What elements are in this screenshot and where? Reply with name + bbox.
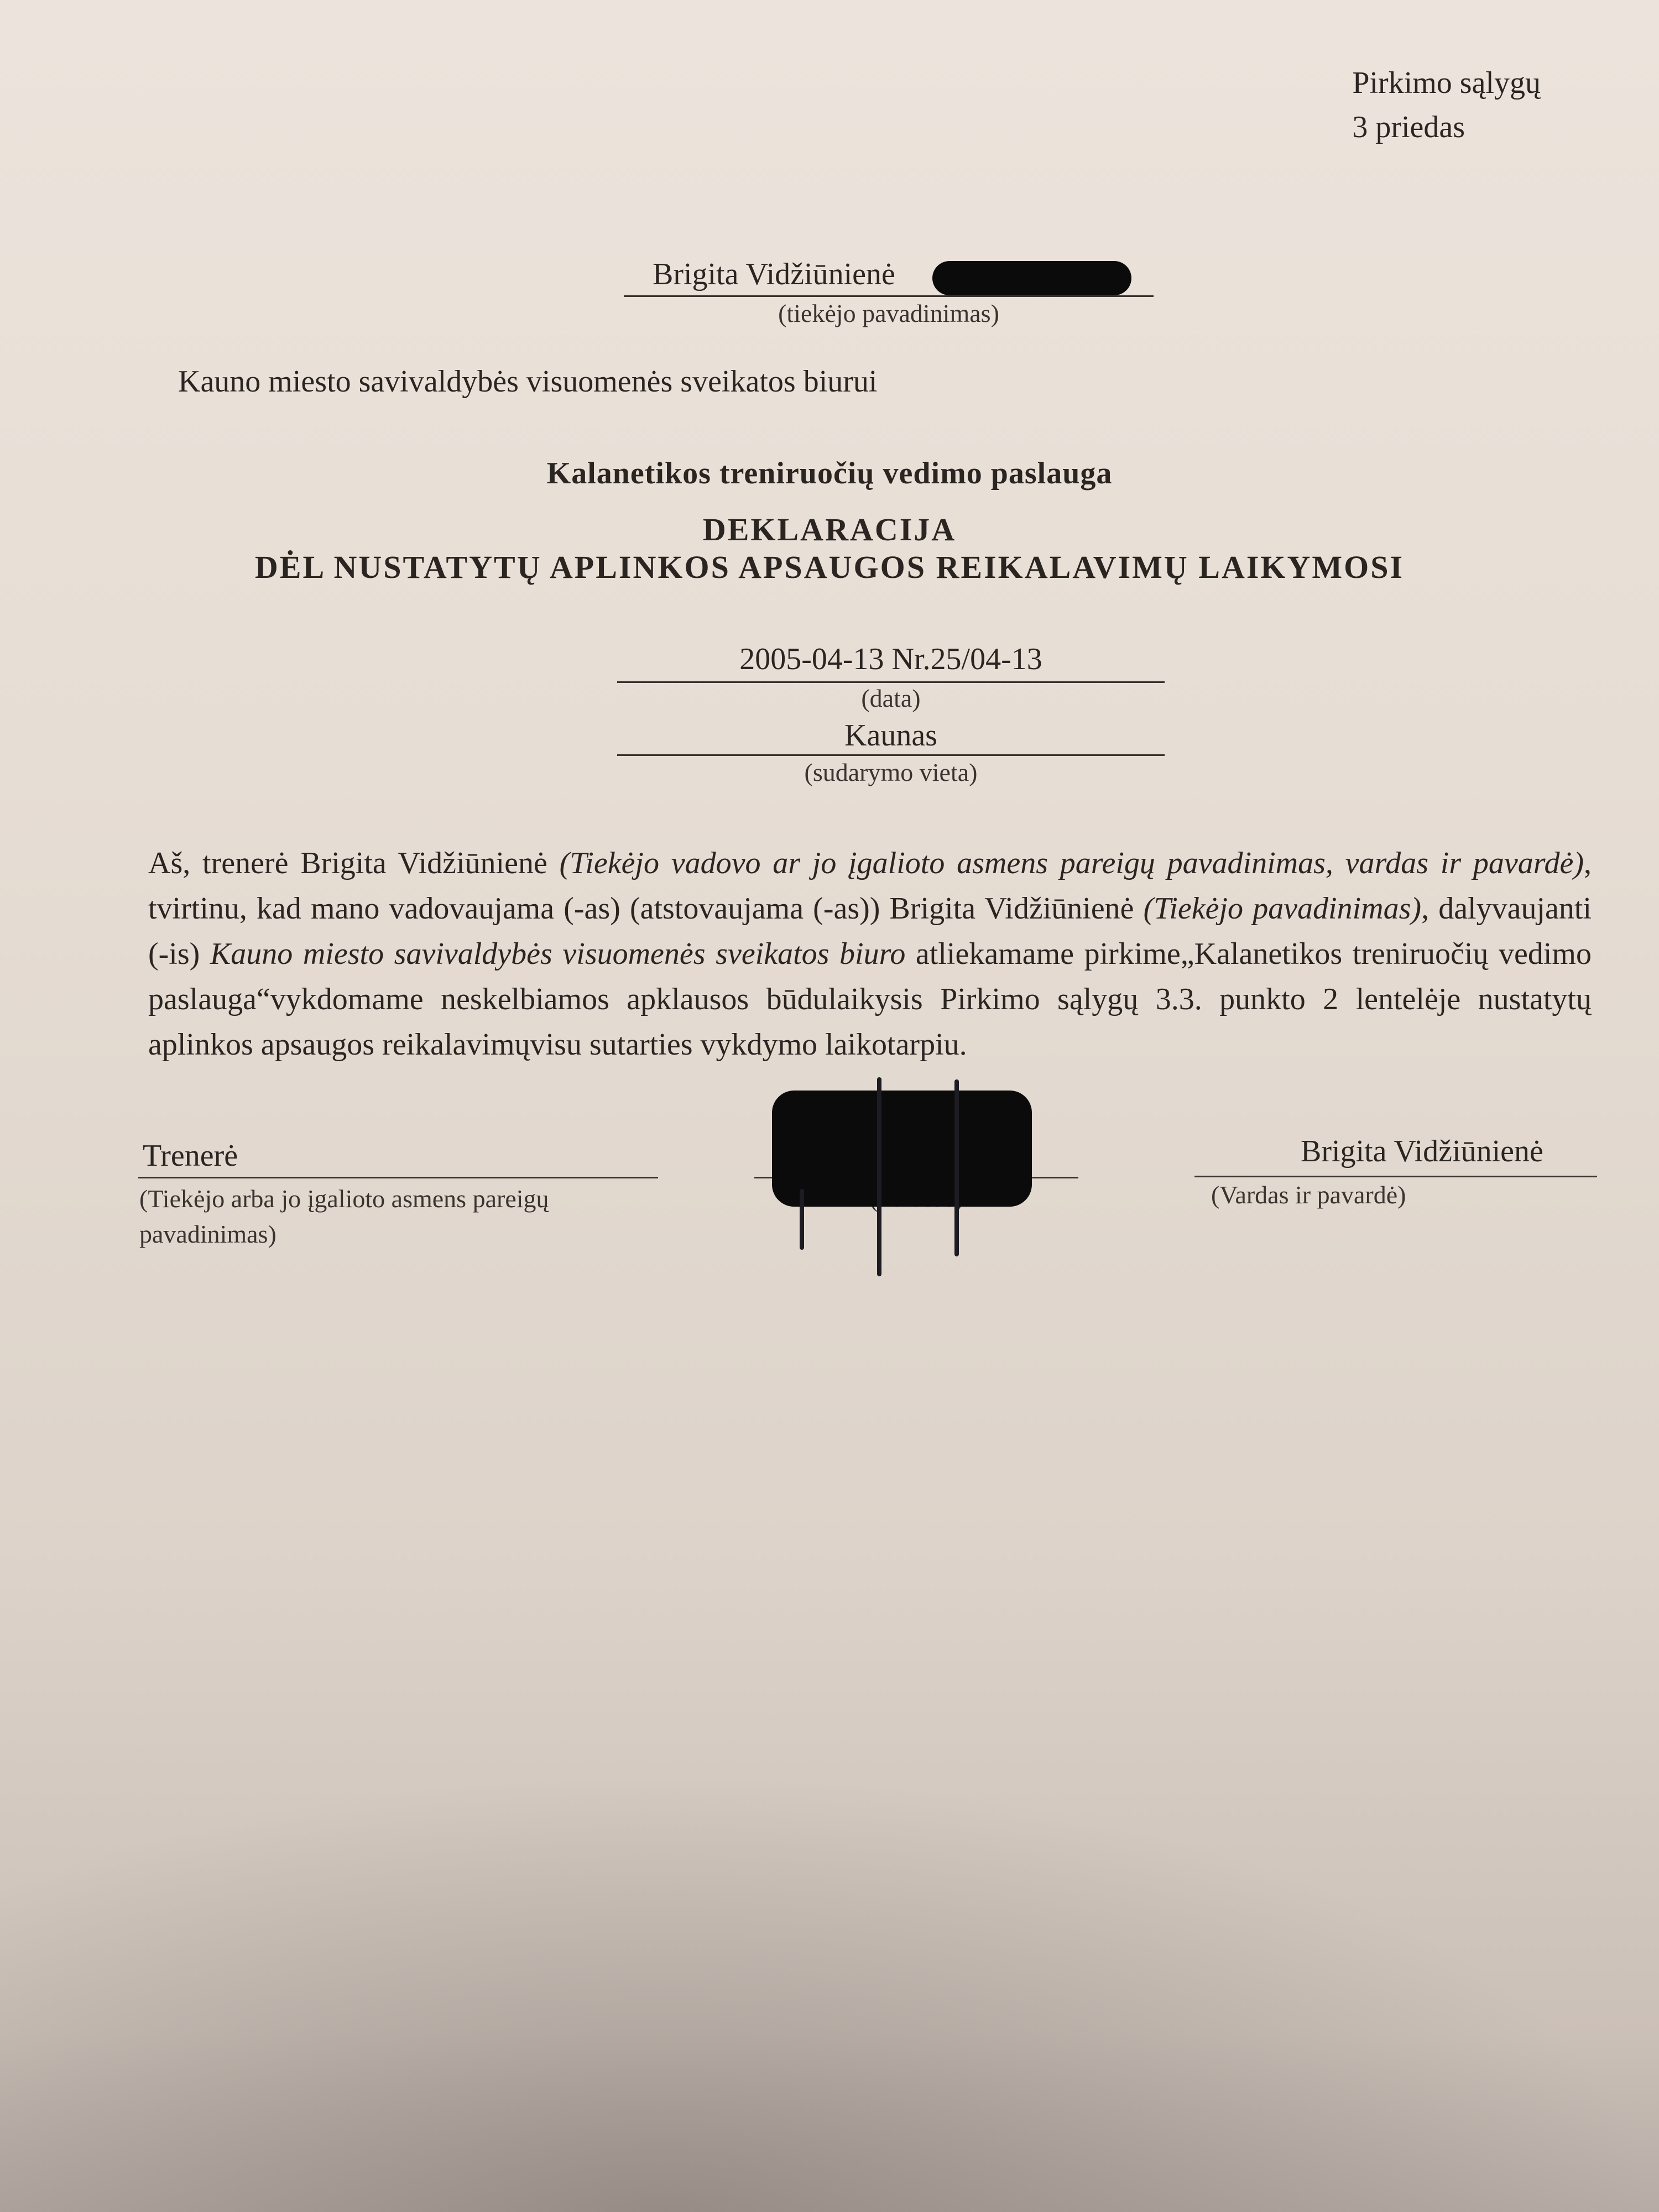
place-value: Kaunas [844, 718, 937, 753]
date-value: 2005-04-13 Nr.25/04-13 [739, 642, 1042, 676]
supplier-name: Brigita Vidžiūnienė [653, 257, 895, 291]
supplier-caption: (tiekėjo pavadinimas) [778, 299, 999, 327]
body-italic-2: (Tiekėjo pavadinimas) [1143, 891, 1422, 926]
body-part-2: , tvirtinu, kad mano vadovaujama (-as) (atstovaujama (-as)) Brigita Vidžiūnienė [148, 846, 1592, 926]
position-caption-line-2: pavadinimas) [139, 1220, 276, 1248]
place-underline [617, 754, 1165, 756]
signature-stroke [877, 1077, 881, 1276]
redaction-mark [932, 261, 1131, 295]
annex-line-1: Pirkimo sąlygų [1352, 66, 1541, 100]
declaration-title: DEKLARACIJA [702, 512, 957, 547]
service-title: Kalanetikos treniruočių vedimo paslauga [546, 456, 1113, 491]
name-caption: (Vardas ir pavardė) [1211, 1181, 1406, 1209]
place-caption: (sudarymo vieta) [804, 758, 978, 786]
page-shadow [0, 1770, 1659, 2212]
annex-line-2: 3 priedas [1352, 110, 1465, 144]
body-part-3: , dalyvaujanti (-is) [148, 891, 1592, 971]
declaration-subtitle: DĖL NUSTATYTŲ APLINKOS APSAUGOS REIKALAVIMŲ LAIKYMOSI [254, 549, 1405, 585]
declaration-body [148, 841, 1592, 1067]
signature-stroke [954, 1079, 959, 1256]
annex-label [1352, 61, 1541, 149]
signer-name: Brigita Vidžiūnienė [1301, 1134, 1543, 1168]
body-italic-3: Kauno miesto savivaldybės visuomenės sveikatos biuro [210, 937, 906, 971]
body-part-1: Aš, trenerė Brigita Vidžiūnienė [148, 846, 560, 880]
date-caption: (data) [861, 684, 921, 712]
signer-position: Trenerė [143, 1139, 238, 1173]
signature-stroke [800, 1189, 804, 1250]
body-part-4: atliekamame pirkime„Kalanetikos treniruočių vedimo paslauga“vykdomame neskelbiamos apklausos būdulaikysis Pirkimo sąlygų 3.3. punkto 2 lentelėje nustatytų aplinkos apsaugos reikalavimųvisu sutarties vykdymo laikotarpiu. [148, 937, 1592, 1062]
supplier-underline [624, 295, 1154, 297]
position-caption [139, 1181, 549, 1252]
date-underline [617, 681, 1165, 683]
addressee: Kauno miesto savivaldybės visuomenės sveikatos biurui [178, 364, 878, 399]
position-underline [138, 1177, 658, 1178]
body-italic-1: (Tiekėjo vadovo ar jo įgalioto asmens pareigų pavadinimas, vardas ir pavardė) [559, 846, 1584, 880]
name-underline [1194, 1176, 1597, 1177]
position-caption-line-1: (Tiekėjo arba jo įgalioto asmens pareigų [139, 1185, 549, 1213]
signature-redaction [772, 1091, 1032, 1207]
